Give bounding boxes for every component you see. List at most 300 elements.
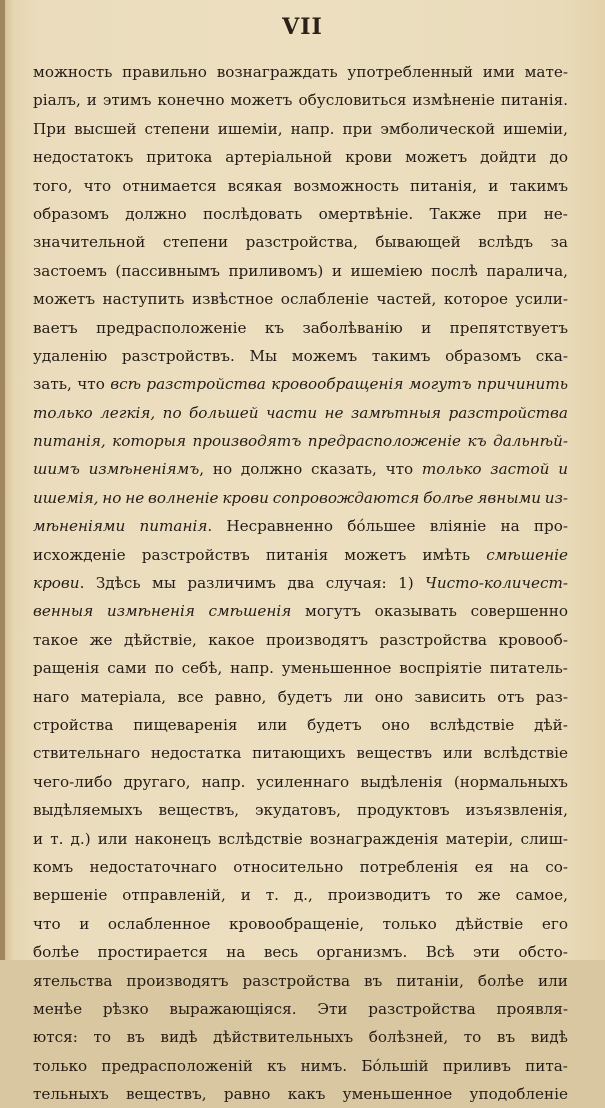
word-part: т. [50, 829, 64, 848]
word-part: дѣйствіе, [124, 630, 197, 649]
word [102, 484, 121, 512]
word [311, 455, 377, 483]
word-part: наго [33, 687, 70, 706]
word-part: комъ [33, 857, 74, 876]
word-part: должно [125, 204, 187, 223]
word [246, 228, 358, 256]
word [501, 86, 568, 114]
word [317, 938, 408, 966]
word-part: разстройства [368, 999, 476, 1018]
word-part: т. [265, 886, 279, 905]
word-part: зать, [33, 375, 72, 394]
word-part: производятъ [126, 971, 229, 990]
word [292, 342, 357, 370]
word [213, 455, 232, 483]
word [415, 683, 486, 711]
word-part: или [442, 744, 473, 763]
page-number: VII [282, 14, 323, 40]
word [516, 285, 568, 313]
word [319, 200, 414, 228]
word [89, 455, 205, 483]
word [293, 172, 398, 200]
word [516, 881, 568, 909]
word [426, 938, 455, 966]
word [483, 58, 515, 86]
word [266, 399, 317, 427]
word [325, 399, 344, 427]
word-part: питанія, [409, 176, 478, 195]
word [342, 115, 372, 143]
word-part: только [421, 460, 482, 479]
word-part: такое [33, 630, 79, 649]
word-part: степени [144, 119, 210, 138]
word [445, 881, 463, 909]
word [228, 172, 283, 200]
word-part: частей, [376, 290, 437, 309]
word-part: только [33, 403, 93, 422]
word [344, 683, 364, 711]
word-part: образомъ [445, 346, 522, 365]
word-part: всякая [227, 176, 283, 195]
word [475, 853, 494, 881]
text-line [33, 796, 568, 824]
word-part: мѣненіями [33, 517, 126, 536]
word-part: въ [496, 1028, 516, 1047]
word-part: вслѣдствіе [483, 744, 568, 763]
word-part: должно [240, 460, 303, 479]
word-part: ишеміи, [217, 119, 283, 138]
word-part: из- [544, 488, 568, 507]
word-part: крови [33, 574, 80, 593]
word-part: только [382, 914, 437, 933]
word [241, 881, 251, 909]
word [430, 512, 487, 540]
word-part: самое, [515, 886, 568, 905]
word [266, 626, 368, 654]
word-part: недостатка [150, 744, 242, 763]
word [480, 143, 537, 171]
word [443, 1052, 511, 1080]
word-part: но [102, 488, 122, 507]
word [446, 825, 514, 853]
word-part: матеріала, [80, 687, 167, 706]
word-part: дѣй- [534, 715, 568, 734]
word [478, 228, 533, 256]
word [497, 683, 524, 711]
word [351, 257, 423, 285]
word [33, 1052, 87, 1080]
word-part: вознаграждать [216, 63, 338, 81]
word [33, 512, 125, 540]
word [98, 938, 208, 966]
word-part: недостатокъ [33, 148, 134, 167]
word [380, 626, 487, 654]
word-part: , [199, 460, 205, 479]
word [125, 484, 144, 512]
word [360, 853, 459, 881]
word-part: про- [533, 517, 568, 536]
word-part: обсто- [518, 943, 568, 962]
word-part: и [488, 176, 499, 195]
word-part: воспріятіе [399, 659, 482, 678]
word-part: предрасположеніе [307, 432, 462, 451]
word [536, 683, 568, 711]
word [33, 172, 72, 200]
word-part: большей [189, 403, 259, 422]
word [473, 938, 500, 966]
word [328, 881, 431, 909]
word-part: отправленій, [122, 886, 226, 905]
word-part: заболѣванію [302, 318, 403, 337]
word [317, 995, 347, 1023]
word [241, 455, 302, 483]
word-part: измѣненіе [412, 91, 495, 110]
word [33, 853, 73, 881]
text-line [33, 597, 568, 625]
word-part: могутъ [408, 375, 472, 394]
word [243, 967, 350, 995]
word-part: измѣненіямъ [88, 460, 200, 479]
word [107, 597, 195, 625]
word [33, 910, 61, 938]
word [218, 115, 283, 143]
word-part: можетъ [33, 290, 95, 309]
word [33, 938, 79, 966]
text-line [33, 512, 568, 540]
word-part: высшей [74, 119, 137, 138]
word-part: такимъ [371, 346, 431, 365]
word [107, 654, 147, 682]
word-part: недостаточнаго [89, 857, 217, 876]
word-part: видѣ [530, 1028, 568, 1047]
word-part: экудатовъ, [255, 801, 341, 820]
word-part: можемъ [291, 346, 358, 365]
word [89, 853, 216, 881]
word [33, 597, 93, 625]
word-part: (пассивнымъ [115, 261, 220, 280]
word-part: исхожденіе [33, 545, 126, 564]
word [332, 257, 342, 285]
word [483, 739, 568, 767]
word [33, 399, 93, 427]
word-part: послѣ [431, 261, 478, 280]
word-part: удаленію [33, 346, 108, 365]
word-part: что [77, 375, 105, 394]
word-part: за [550, 233, 568, 252]
word [182, 654, 223, 682]
word [33, 967, 112, 995]
word [405, 143, 467, 171]
word [163, 228, 228, 256]
word-part: сами [107, 659, 147, 678]
word [257, 711, 287, 739]
text-line [33, 995, 568, 1023]
word [422, 455, 482, 483]
word [257, 768, 350, 796]
word [33, 739, 140, 767]
text-line [33, 853, 568, 881]
word [525, 58, 568, 86]
word [103, 995, 149, 1023]
word [471, 597, 568, 625]
word [93, 1023, 111, 1051]
word-part: къ [264, 318, 285, 337]
word [33, 285, 95, 313]
word-part: производятъ [192, 432, 302, 451]
word [520, 825, 568, 853]
word [33, 143, 133, 171]
word-part: болѣе [33, 943, 80, 962]
word [122, 58, 207, 86]
word-part: не [324, 403, 344, 422]
word-part: проявля- [496, 999, 568, 1018]
word [536, 342, 568, 370]
word-part: Чисто-количест- [425, 574, 568, 593]
word-part: ріалъ, [33, 91, 81, 110]
word [429, 200, 481, 228]
word [375, 597, 457, 625]
text-line [33, 200, 568, 228]
word [33, 228, 145, 256]
word-part: на [509, 857, 529, 876]
word [33, 825, 43, 853]
word-part: что [83, 176, 112, 195]
word [423, 484, 473, 512]
word-part: паралича, [486, 261, 568, 280]
word [357, 796, 450, 824]
word [77, 370, 105, 398]
word-part: артеріальной [225, 148, 333, 167]
word-part: разстройства [242, 971, 351, 990]
word-part: застоемъ [33, 261, 107, 280]
word-part: д., [293, 886, 313, 905]
word-part: ими [482, 63, 515, 81]
word [225, 143, 332, 171]
word-part: венныя [33, 602, 94, 621]
word [81, 683, 166, 711]
word-part: эти [472, 943, 500, 962]
word-part: препятствуетъ [449, 318, 568, 337]
word-part: будетъ [277, 687, 333, 706]
word [347, 512, 415, 540]
word-part: притока [146, 148, 213, 167]
word [478, 967, 524, 995]
word-part: при [497, 204, 528, 223]
text-line [33, 938, 568, 966]
word-part: усили- [515, 290, 568, 309]
word [108, 910, 211, 938]
word-part: разстройствъ. [121, 346, 235, 365]
word [266, 541, 328, 569]
word [208, 626, 254, 654]
word-part: уподобленіе [469, 1085, 568, 1104]
word [301, 1052, 348, 1080]
word [490, 455, 549, 483]
word [33, 370, 72, 398]
word [33, 626, 78, 654]
word [364, 967, 382, 995]
word [344, 541, 406, 569]
word [376, 285, 436, 313]
word-part: до [549, 148, 568, 167]
word [33, 711, 113, 739]
word [531, 1023, 568, 1051]
word-part: матеріи, [445, 829, 514, 848]
word [538, 967, 568, 995]
word-part: которое [443, 290, 508, 309]
word [33, 484, 99, 512]
word [381, 711, 409, 739]
word-part: всѣ [110, 375, 141, 394]
word-part: можетъ [344, 545, 407, 564]
word-part: можетъ [405, 148, 468, 167]
word-part: вершеніе [33, 886, 108, 905]
word [33, 58, 112, 86]
word [498, 626, 567, 654]
word-part: питающихъ [252, 744, 346, 763]
word-part: . [207, 517, 213, 536]
word [497, 200, 527, 228]
word-part: употребленный [347, 63, 473, 81]
word-part: ослабленіе [280, 290, 369, 309]
word [510, 853, 529, 881]
word [33, 881, 107, 909]
word-part: весь [263, 943, 299, 962]
word [445, 342, 521, 370]
word-part: . [79, 574, 85, 593]
word [307, 711, 361, 739]
word-part: разстройства [379, 630, 487, 649]
word-part: дойдти [480, 148, 537, 167]
word-part: въ [364, 971, 383, 990]
word [497, 995, 568, 1023]
word-part: оказывать [374, 602, 457, 621]
word-part: отъ [497, 687, 525, 706]
word [33, 314, 78, 342]
word-part: оно [374, 687, 404, 706]
word-part: въ [126, 1028, 145, 1047]
word-part: волненіе [148, 488, 219, 507]
word-part: два [287, 574, 315, 593]
word [443, 739, 473, 767]
text-line [33, 825, 568, 853]
word [558, 455, 568, 483]
word [287, 569, 314, 597]
word-part: что [33, 914, 61, 933]
text-line [33, 370, 568, 398]
word-part: производитъ [327, 886, 431, 905]
word [465, 796, 568, 824]
word [488, 172, 498, 200]
word [224, 1080, 271, 1108]
word [410, 172, 477, 200]
text-line [33, 626, 568, 654]
word [409, 370, 472, 398]
word-part: Мы [249, 346, 278, 365]
word [33, 1023, 78, 1051]
word-part: ослабленное [107, 914, 211, 933]
word [550, 143, 569, 171]
word [101, 1052, 253, 1080]
word-part: чего-либо [33, 772, 113, 791]
word [430, 711, 515, 739]
word-part: совершенно [470, 602, 568, 621]
word-part: питанія. [500, 91, 568, 110]
text-line [33, 711, 568, 739]
text-line [33, 1023, 568, 1051]
word-part: Всѣ [425, 943, 455, 962]
word [33, 654, 99, 682]
word-part: кровообращеніе, [229, 914, 365, 933]
word-part: ишеміи, [503, 119, 568, 138]
word [33, 995, 82, 1023]
word-part: другаго, [123, 772, 191, 791]
word [252, 739, 345, 767]
word [96, 569, 141, 597]
word [467, 427, 486, 455]
word-part: и [33, 829, 44, 848]
word-part: и [558, 460, 568, 479]
word [33, 569, 84, 597]
word-part: этимъ [102, 91, 152, 110]
word [203, 200, 302, 228]
word-part: то [463, 1028, 482, 1047]
word-part: Несравненно [226, 517, 333, 536]
word-part: ращенія [33, 659, 100, 678]
word-part: смѣшеніе [486, 545, 568, 564]
word [157, 86, 224, 114]
word-part: ея [474, 857, 494, 876]
word-part: болѣе [423, 488, 474, 507]
word-part: могутъ [305, 602, 361, 621]
word [33, 200, 109, 228]
word-part: ишемія, [33, 488, 99, 507]
word [103, 285, 185, 313]
text-line [33, 1052, 568, 1080]
word [534, 512, 568, 540]
word-part: того, [33, 176, 73, 195]
word [71, 825, 91, 853]
word-part: простирается [97, 943, 208, 962]
word [386, 455, 414, 483]
word [486, 257, 568, 285]
word-part: правильно [122, 63, 207, 81]
word-part: относительно [233, 857, 344, 876]
word [50, 825, 63, 853]
word-part: мы [152, 574, 176, 593]
word-part: ишеміею [350, 261, 423, 280]
word [425, 569, 568, 597]
word-part: только [33, 1056, 88, 1075]
word-part: ются: [33, 1028, 78, 1047]
word-part: ятельства [33, 971, 113, 990]
word-part: и [421, 318, 432, 337]
word [271, 370, 403, 398]
word [33, 768, 112, 796]
word [139, 512, 212, 540]
word-part: вслѣдъ [478, 233, 534, 252]
word-part: питанія [265, 545, 329, 564]
text-line [33, 427, 568, 455]
word [396, 967, 464, 995]
word [160, 1023, 197, 1051]
word-part: продуктовъ [356, 801, 450, 820]
word-part: ствительнаго [33, 744, 141, 763]
word-part: ска- [535, 346, 568, 365]
word-part: Эти [317, 999, 348, 1018]
word [310, 825, 439, 853]
word [360, 768, 442, 796]
